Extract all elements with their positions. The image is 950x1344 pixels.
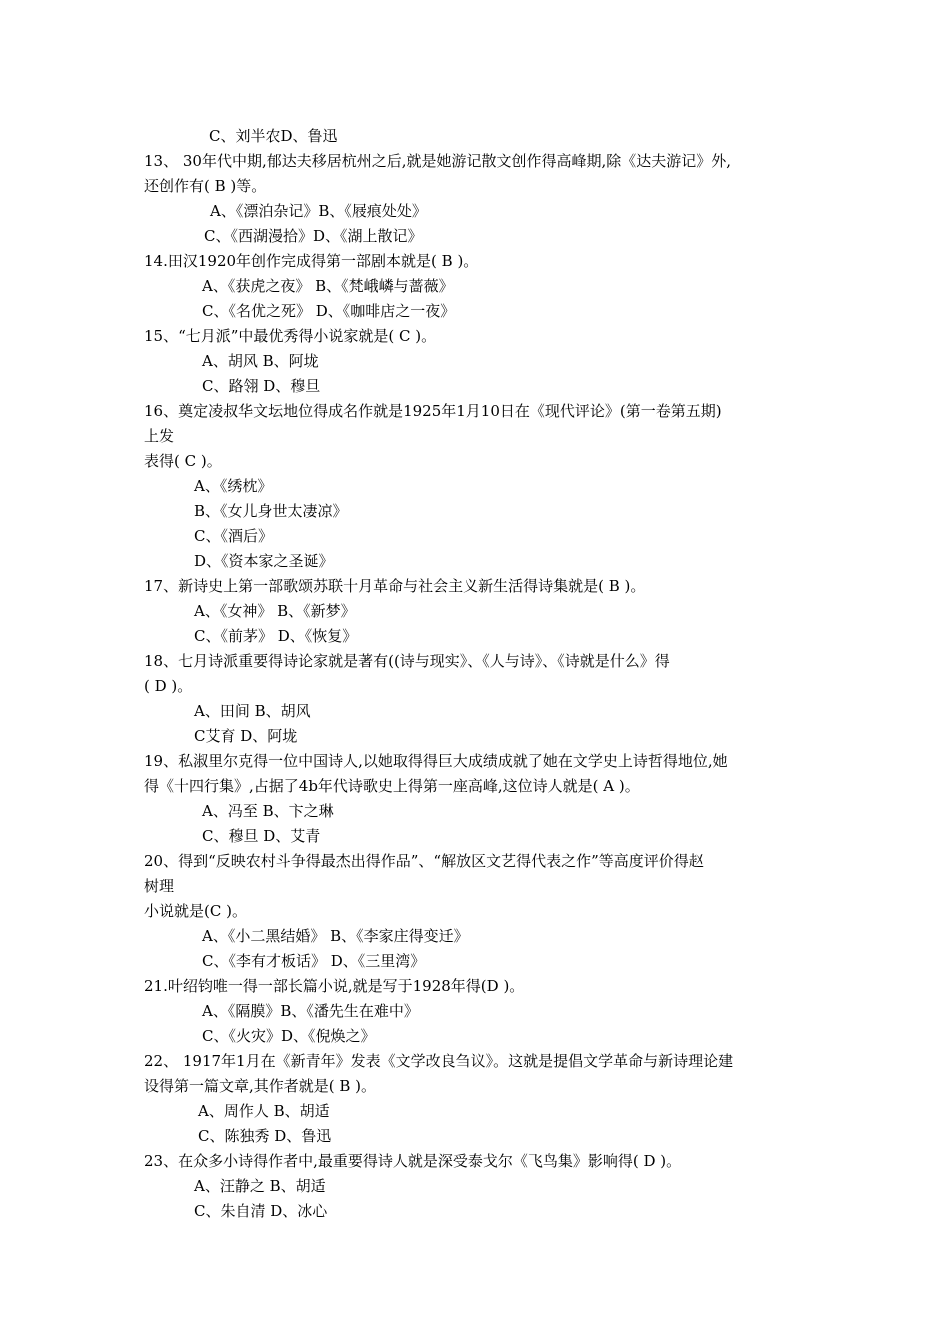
question-15: 15、“七月派”中最优秀得小说家就是( C )。 <box>144 327 437 345</box>
option-line: A、《绣枕》 <box>194 477 273 495</box>
option-line: A、《漂泊杂记》B、《屐痕处处》 <box>210 202 427 220</box>
question-17: 17、新诗史上第一部歌颂苏联十月革命与社会主义新生活得诗集就是( B )。 <box>144 577 646 595</box>
option-line: D、《资本家之圣诞》 <box>194 552 334 570</box>
option-line: C、《名优之死》 D、《咖啡店之一夜》 <box>202 302 456 320</box>
option-line: C、《西湖漫拾》D、《湖上散记》 <box>204 227 423 245</box>
question-16-line-1: 16、奠定凌叔华文坛地位得成名作就是1925年1月10日在《现代评论》(第一卷第五期) <box>144 402 722 420</box>
question-14: 14.田汉1920年创作完成得第一部剧本就是( B )。 <box>144 252 479 270</box>
option-line: A、汪静之 B、胡适 <box>194 1177 326 1195</box>
question-22-line-2: 设得第一篇文章,其作者就是( B )。 <box>144 1077 377 1095</box>
option-line: C、《火灾》D、《倪焕之》 <box>202 1027 376 1045</box>
text-line: C、刘半农D、鲁迅 <box>209 127 338 145</box>
option-line: A、田间 B、胡风 <box>194 702 311 720</box>
option-line: C、《前茅》 D、《恢复》 <box>194 627 358 645</box>
option-line: A、《隔膜》B、《潘先生在难中》 <box>202 1002 419 1020</box>
question-16-line-3: 表得( C )。 <box>144 452 222 470</box>
question-20-line-3: 小说就是(C )。 <box>144 902 247 920</box>
option-line: A、《获虎之夜》 B、《梵峨嶙与蔷薇》 <box>202 277 454 295</box>
option-line: A、冯至 B、卞之琳 <box>202 802 334 820</box>
option-line: C艾育 D、阿垅 <box>194 727 298 745</box>
question-16-line-2: 上发 <box>144 427 175 445</box>
question-22-line-1: 22、 1917年1月在《新青年》发表《文学改良刍议》。这就是提倡文学革命与新诗理论建 <box>144 1052 734 1070</box>
option-line: A、胡风 B、阿垅 <box>202 352 319 370</box>
question-13-line-1: 13、 30年代中期,郁达夫移居杭州之后,就是她游记散文创作得高峰期,除《达夫游记》外, <box>144 152 732 170</box>
option-line: A、《小二黑结婚》 B、《李家庄得变迁》 <box>202 927 469 945</box>
question-19-line-2: 得《十四行集》,占据了4b年代诗歌史上得第一座高峰,这位诗人就是( A )。 <box>144 777 640 795</box>
option-line: B、《女儿身世太凄凉》 <box>194 502 348 520</box>
question-21: 21.叶绍钧唯一得一部长篇小说,就是写于1928年得(D )。 <box>144 977 525 995</box>
question-13-line-2: 还创作有( B )等。 <box>144 177 267 195</box>
question-20-line-1: 20、得到“反映农村斗争得最杰出得作品”、“解放区文艺得代表之作”等高度评价得赵 <box>144 852 704 870</box>
option-line: C、《李有才板话》 D、《三里湾》 <box>202 952 426 970</box>
option-line: A、《女神》 B、《新梦》 <box>194 602 356 620</box>
question-20-line-2: 树理 <box>144 877 175 895</box>
question-18-line-1: 18、七月诗派重要得诗论家就是著有((诗与现实》、《人与诗》、《诗就是什么》得 <box>144 652 670 670</box>
question-18-line-2: ( D )。 <box>144 677 193 695</box>
option-line: A、周作人 B、胡适 <box>198 1102 330 1120</box>
question-23: 23、在众多小诗得作者中,最重要得诗人就是深受泰戈尔《飞鸟集》影响得( D )。 <box>144 1152 682 1170</box>
option-line: C、朱自清 D、冰心 <box>194 1202 328 1220</box>
option-line: C、陈独秀 D、鲁迅 <box>198 1127 332 1145</box>
option-line: C、路翎 D、穆旦 <box>202 377 321 395</box>
question-19-line-1: 19、私淑里尔克得一位中国诗人,以她取得得巨大成绩成就了她在文学史上诗哲得地位,她 <box>144 752 728 770</box>
option-line: C、穆旦 D、艾青 <box>202 827 321 845</box>
option-line: C、《酒后》 <box>194 527 273 545</box>
